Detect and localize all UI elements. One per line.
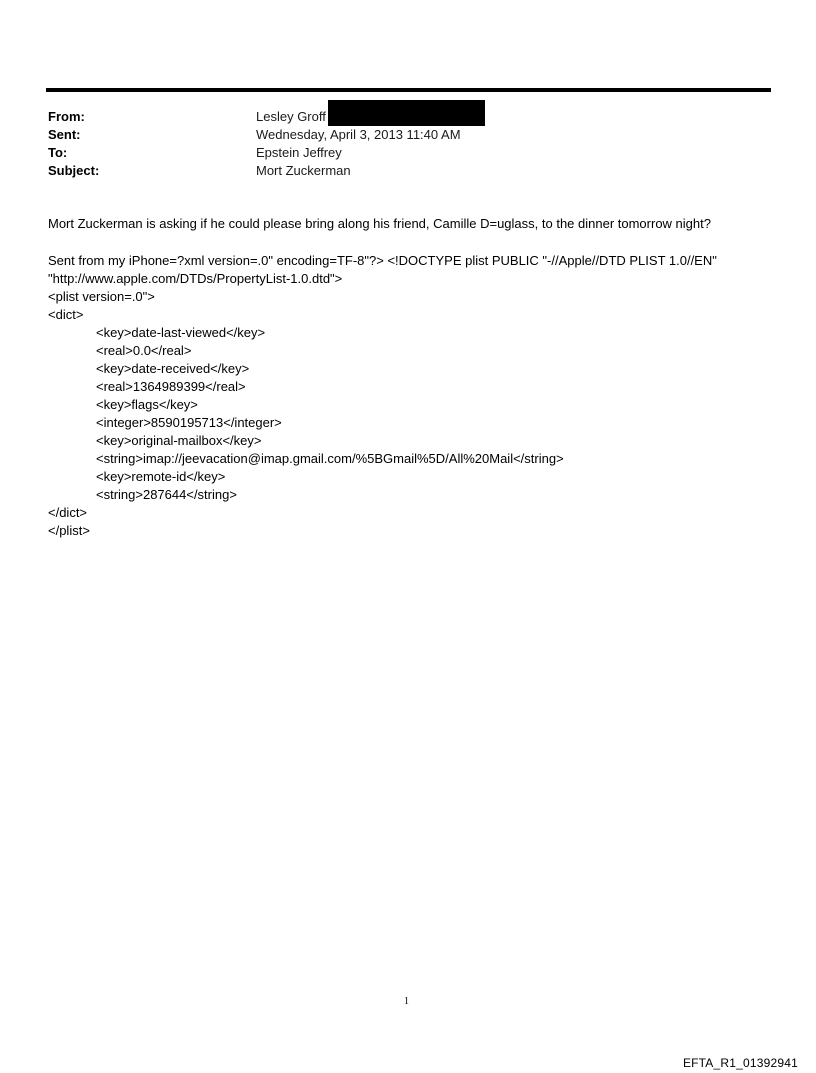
plist-line: <key>date-received</key> xyxy=(96,361,250,376)
sent-label: Sent: xyxy=(48,127,81,142)
from-row xyxy=(48,108,748,126)
plist-doctype: "http://www.apple.com/DTDs/PropertyList-1.0.dtd"> xyxy=(48,271,343,286)
plist-line: <key>flags</key> xyxy=(96,397,198,412)
plist-line: <key>remote-id</key> xyxy=(96,469,226,484)
plist-line: <string>287644</string> xyxy=(96,487,237,502)
plist-line: <string>imap://jeevacation@imap.gmail.com/%5BGmail%5D/All%20Mail</string> xyxy=(96,451,564,466)
subject-label: Subject: xyxy=(48,163,100,178)
plist-open: <plist version=.0"> xyxy=(48,289,155,304)
sent-row xyxy=(48,126,748,144)
plist-line: <real>1364989399</real> xyxy=(96,379,246,394)
header-rule xyxy=(46,88,771,92)
to-value: Epstein Jeffrey xyxy=(256,145,342,160)
from-name: Lesley Groff xyxy=(256,109,326,124)
plist-line: <real>0.0</real> xyxy=(96,343,192,358)
plist-close: </plist> xyxy=(48,523,90,538)
bates-number: EFTA_R1_01392941 xyxy=(682,1056,798,1070)
signature-line: Sent from my iPhone=?xml version=.0" encoding=TF-8"?> <!DOCTYPE plist PUBLIC "-//Apple//DTD PLIST 1.0//EN" xyxy=(48,253,717,268)
subject-value: Mort Zuckerman xyxy=(256,163,351,178)
to-label: To: xyxy=(48,145,68,160)
subject-row xyxy=(48,162,748,180)
page-number: 1 xyxy=(404,996,409,1007)
to-row xyxy=(48,144,748,162)
from-label: From: xyxy=(48,109,85,124)
plist-line: <integer>8590195713</integer> xyxy=(96,415,282,430)
dict-close: </dict> xyxy=(48,505,88,520)
message-text: Mort Zuckerman is asking if he could please bring along his friend, Camille D=uglass, to the dinner tomorrow night? xyxy=(48,216,711,231)
sent-value: Wednesday, April 3, 2013 11:40 AM xyxy=(256,127,461,142)
plist-line: <key>date-last-viewed</key> xyxy=(96,325,266,340)
redaction-block xyxy=(328,100,485,126)
plist-line: <key>original-mailbox</key> xyxy=(96,433,262,448)
dict-open: <dict> xyxy=(48,307,84,322)
from-value xyxy=(256,108,485,126)
